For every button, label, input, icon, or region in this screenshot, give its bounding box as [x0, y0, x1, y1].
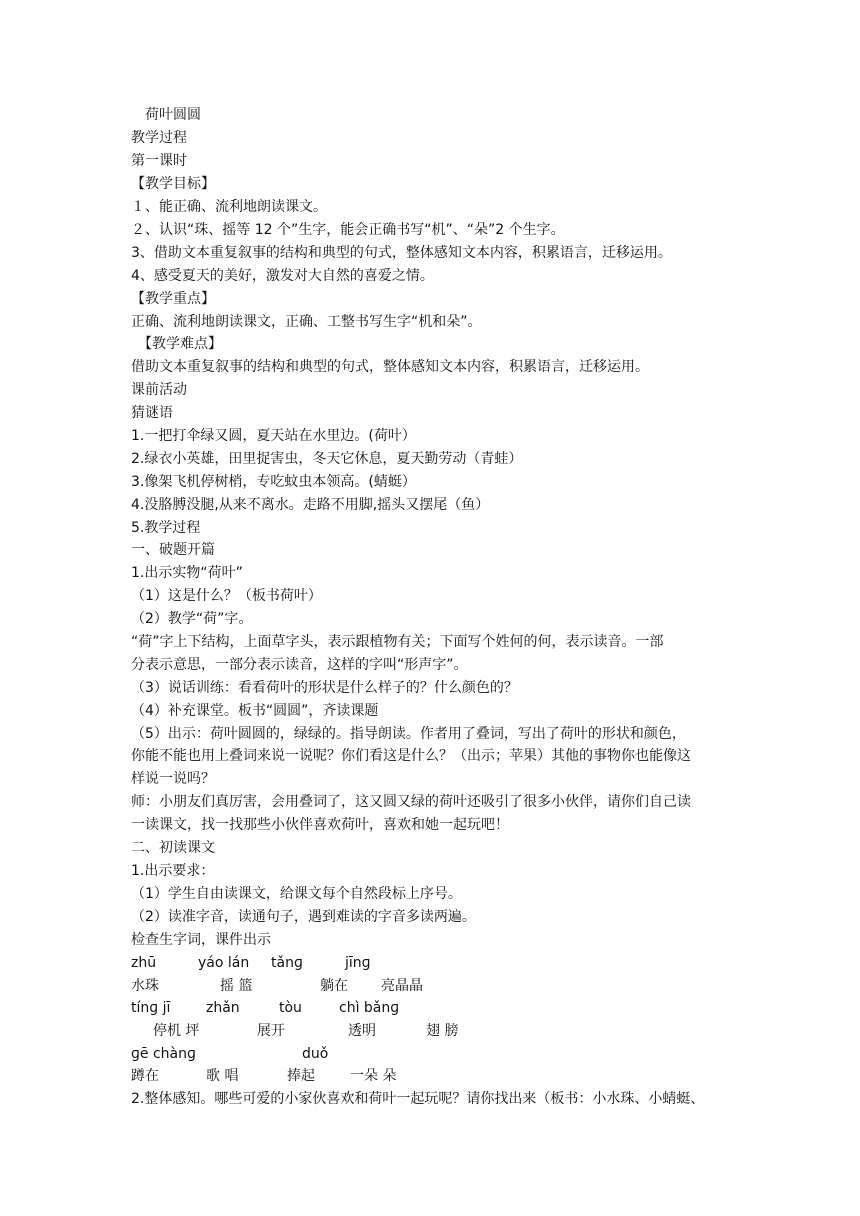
text-line: （3）说话训练：看看荷叶的形状是什么样子的？什么颜色的？: [131, 680, 518, 696]
vocab-word: 停机 坪: [153, 1023, 200, 1039]
pinyin: tǎnɡ: [271, 955, 303, 971]
pinyin: ɡē chànɡ: [131, 1046, 196, 1062]
pinyin: tòu: [279, 1000, 302, 1016]
text-line: 2.整体感知。哪些可爱的小家伙喜欢和荷叶一起玩呢？请你找出来（板书：小水珠、小蜻蜓、: [131, 1091, 705, 1107]
text-line: （5）出示：荷叶圆圆的，绿绿的。指导朗读。作者用了叠词，写出了荷叶的形状和颜色，: [131, 726, 686, 742]
pinyin: chì bǎnɡ: [339, 1000, 400, 1016]
pinyin: tínɡ jī: [131, 1000, 171, 1016]
text-line: （1）学生自由读课文，给课文每个自然段标上序号。: [131, 886, 462, 902]
vocab-word: 透明: [348, 1023, 376, 1039]
text-line: 3、借助文本重复叙事的结构和典型的句式，整体感知文本内容，积累语言，迁移运用。: [131, 245, 672, 261]
text-line: 检查生字词，课件出示: [131, 932, 271, 948]
text-line: 1.出示要求：: [131, 863, 215, 879]
text-line: 4、感受夏天的美好，激发对大自然的喜爱之情。: [131, 268, 434, 284]
text-line: １、能正确、流利地朗读课文。: [131, 199, 327, 215]
text-line: 5.教学过程: [131, 520, 201, 536]
pinyin-row: [0, 1044, 860, 1064]
text-line: 你能不能也用上叠词来说一说呢？你们看这是什么？（出示；苹果）其他的事物你也能像这: [131, 748, 691, 764]
text-line: （2）教学“荷”字。: [131, 611, 253, 627]
word-row: [0, 1066, 860, 1086]
pinyin: zhū: [131, 955, 157, 971]
section-heading: 二、初读课文: [131, 840, 215, 856]
text-line: 4.没胳膊没腿,从来不离水。走路不用脚,摇头又摆尾（鱼）: [131, 497, 490, 513]
heading-pre-class: 课前活动: [131, 382, 187, 398]
vocab-word: 躺在: [320, 978, 348, 994]
text-line: 1.出示实物“荷叶”: [131, 565, 243, 581]
heading-teaching-process: 教学过程: [131, 130, 187, 146]
heading-objectives: 【教学目标】: [131, 176, 215, 192]
pinyin-row: [0, 998, 860, 1018]
doc-title: 荷叶圆圆: [145, 107, 201, 123]
text-line: 正确、流利地朗读课文，正确、工整书写生字“机和朵”。: [131, 314, 482, 330]
text-line: 师：小朋友们真厉害，会用叠词了，这又圆又绿的荷叶还吸引了很多小伙伴，请你们自己读: [131, 794, 691, 810]
word-row: [0, 976, 860, 996]
text-line: （4）补充课堂。板书“圆圆”，齐读课题: [131, 703, 379, 719]
text-line: （2）读准字音，读通句子，遇到难读的字音多读两遍。: [131, 909, 476, 925]
vocab-word: 捧起: [287, 1068, 315, 1084]
pinyin: duǒ: [302, 1046, 329, 1062]
text-line: （1）这是什么？（板书荷叶）: [131, 588, 322, 604]
heading-key-points: 【教学重点】: [131, 291, 215, 307]
pinyin: jīnɡ: [345, 955, 371, 971]
vocab-word: 一朵 朵: [350, 1068, 397, 1084]
vocab-word: 歌 唱: [206, 1068, 239, 1084]
word-row: [0, 1021, 860, 1041]
section-heading: 一、破题开篇: [131, 542, 215, 558]
vocab-word: 摇 篮: [220, 978, 253, 994]
text-line: 样说一说吗？: [131, 771, 215, 787]
text-line: ２、认识“珠、摇等 12 个”生字，能会正确书写“机”、“朵”2 个生字。: [131, 222, 565, 238]
text-line: 2.绿衣小英雄，田里捉害虫，冬天它休息，夏天勤劳动（青蛙）: [131, 451, 523, 467]
text-line: 1.一把打伞绿又圆，夏天站在水里边。(荷叶）: [131, 428, 416, 444]
pinyin: yáo lán: [198, 955, 250, 971]
heading-first-lesson: 第一课时: [131, 153, 187, 169]
vocab-word: 展开: [257, 1023, 285, 1039]
heading-difficulties: 【教学难点】: [138, 336, 222, 352]
pinyin: zhǎn: [206, 1000, 240, 1016]
text-line: 借助文本重复叙事的结构和典型的句式，整体感知文本内容，积累语言，迁移运用。: [131, 359, 649, 375]
vocab-word: 翅 膀: [426, 1023, 459, 1039]
pinyin-row: [0, 953, 860, 973]
text-line: 3.像架飞机停树梢，专吃蚊虫本领高。(蜻蜓）: [131, 474, 416, 490]
heading-riddles: 猜谜语: [131, 405, 173, 421]
text-line: “荷”字上下结构，上面草字头，表示跟植物有关；下面写个姓何的何，表示读音。一部: [131, 634, 664, 650]
vocab-word: 水珠: [131, 978, 159, 994]
vocab-word: 蹲在: [131, 1068, 159, 1084]
text-line: 分表示意思，一部分表示读音，这样的字叫“形声字”。: [131, 657, 468, 673]
text-line: 一读课文，找一找那些小伙伴喜欢荷叶，喜欢和她一起玩吧！: [131, 817, 509, 833]
vocab-word: 亮晶晶: [381, 978, 423, 994]
